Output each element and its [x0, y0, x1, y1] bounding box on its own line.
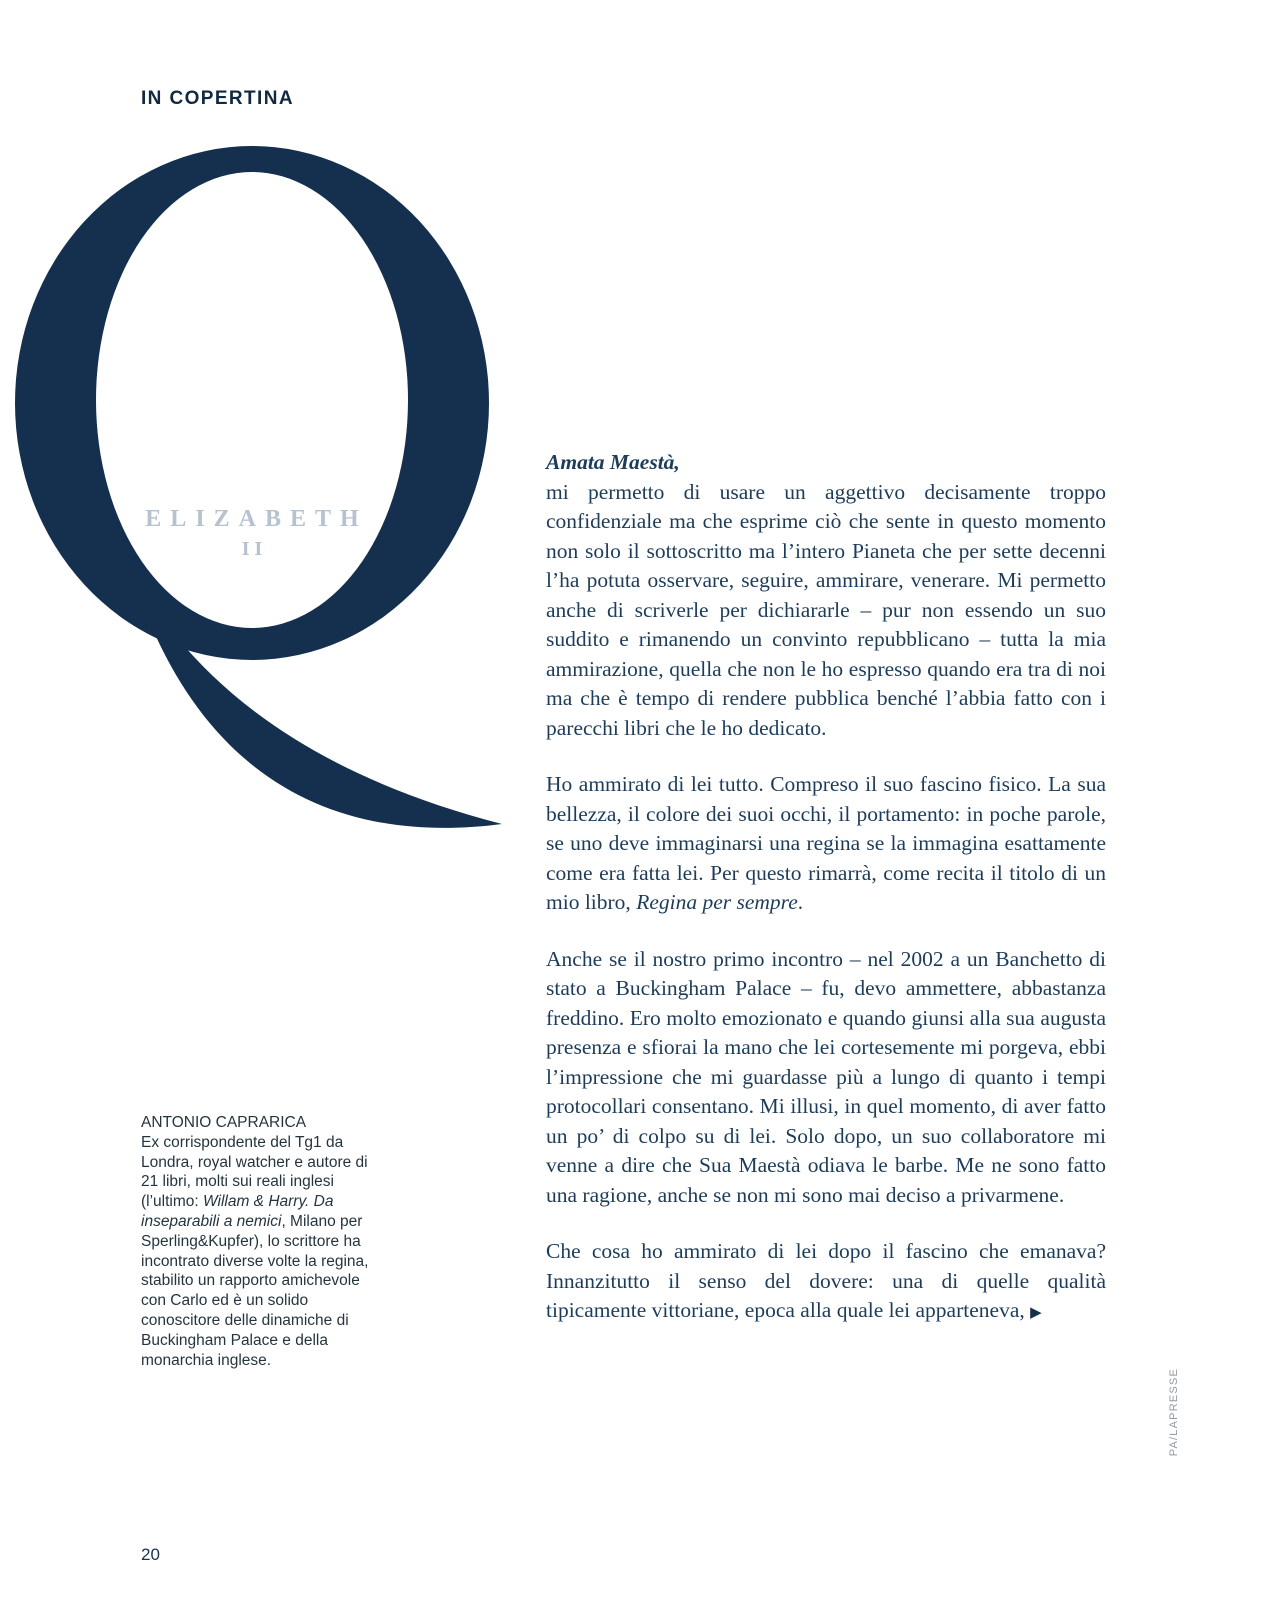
paragraph-4	[546, 1237, 1106, 1329]
elizabeth-label: ELIZABETH	[145, 506, 368, 532]
paragraph-2	[546, 770, 1106, 918]
photo-credit: PA/LAPRESSE	[1168, 1368, 1180, 1457]
dropcap	[12, 140, 512, 840]
article-column	[546, 448, 1106, 1329]
dropcap-q-glyph	[12, 140, 512, 840]
dropcap-overlay	[12, 506, 492, 561]
bio-book-title-italic: Willam & Harry. Da inseparabili a nemici	[141, 1193, 334, 1230]
book-title-italic: Regina per sempre	[636, 890, 798, 914]
paragraph-2-text: Ho ammirato di lei tutto. Compreso il suo fascino fisico. La sua bellezza, il colore dei suoi occhi, il portamento: in poche parole, se uno deve immaginarsi una regina se la immagina esattamente come era fatta lei. Per questo rimarrà, come recita il titolo di un mio libro,	[546, 772, 1106, 914]
author-bio-text	[141, 1133, 377, 1371]
bio-segment-2: , Milano per Sperling&Kupfer), lo scrittore ha incontrato diverse volte la regina, stabilito un rapporto amichevole con Carlo ed è un solido conoscitore delle dinamiche di Buckingham Palace e della monarchia inglese.	[141, 1212, 369, 1369]
author-bio	[141, 1113, 377, 1370]
section-kicker: IN COPERTINA	[141, 88, 294, 109]
page-number: 20	[141, 1545, 160, 1564]
paragraph-1: mi permetto di usare un aggettivo decisamente troppo confidenziale ma che esprime ciò che sente in questo momento non solo il sottoscritto ma l’intero Pianeta che per sette decenni l’ha potuta osservare, seguire, ammirare, venerare. Mi permetto anche di scriverle per dichiararle – pur non essendo un suo suddito e rimanendo un convinto repubblicano – tutta la mia ammirazione, quella che non le ho espresso quando era tra di noi ma che è tempo di rendere pubblica benché l’abbia fatto con i parecchi libri che le ho dedicato.	[546, 479, 1106, 740]
continuation-arrow-icon: ▶	[1030, 1305, 1042, 1321]
roman-numeral-label: II	[241, 538, 268, 560]
bio-segment-1: Ex corrispondente del Tg1 da Londra, royal watcher e autore di 21 libri, molti sui reali inglesi (l’ultimo:	[141, 1133, 368, 1211]
paragraph-3: Anche se il nostro primo incontro – nel 2002 a un Banchetto di stato a Buckingham Palace – fu, devo ammettere, abbastanza freddino. Ero molto emozionato e quando giunsi alla sua augusta presenza e sfiorai la mano che lei cortesemente mi porgeva, ebbi l’impressione che mi guardasse più a lungo di quanto i tempi protocollari consentano. Mi illusi, in quel momento, di aver fatto un po’ di colpo su di lei. Solo dopo, un suo collaboratore mi venne a dire che Sua Maestà odiava le barbe. Me ne sono fatto una ragione, anche se non mi sono mai deciso a privarmene.	[546, 946, 1106, 1207]
paragraph-2-end: .	[797, 890, 804, 914]
paragraph-4-text: Che cosa ho ammirato di lei dopo il fascino che emanava? Innanzitutto il senso del dovere: una di quelle qualità tipicamente vittoriane, epoca alla quale lei apparteneva,	[546, 1239, 1106, 1322]
author-name: ANTONIO CAPRARICA	[141, 1114, 307, 1131]
salutation: Amata Maestà,	[546, 450, 680, 474]
